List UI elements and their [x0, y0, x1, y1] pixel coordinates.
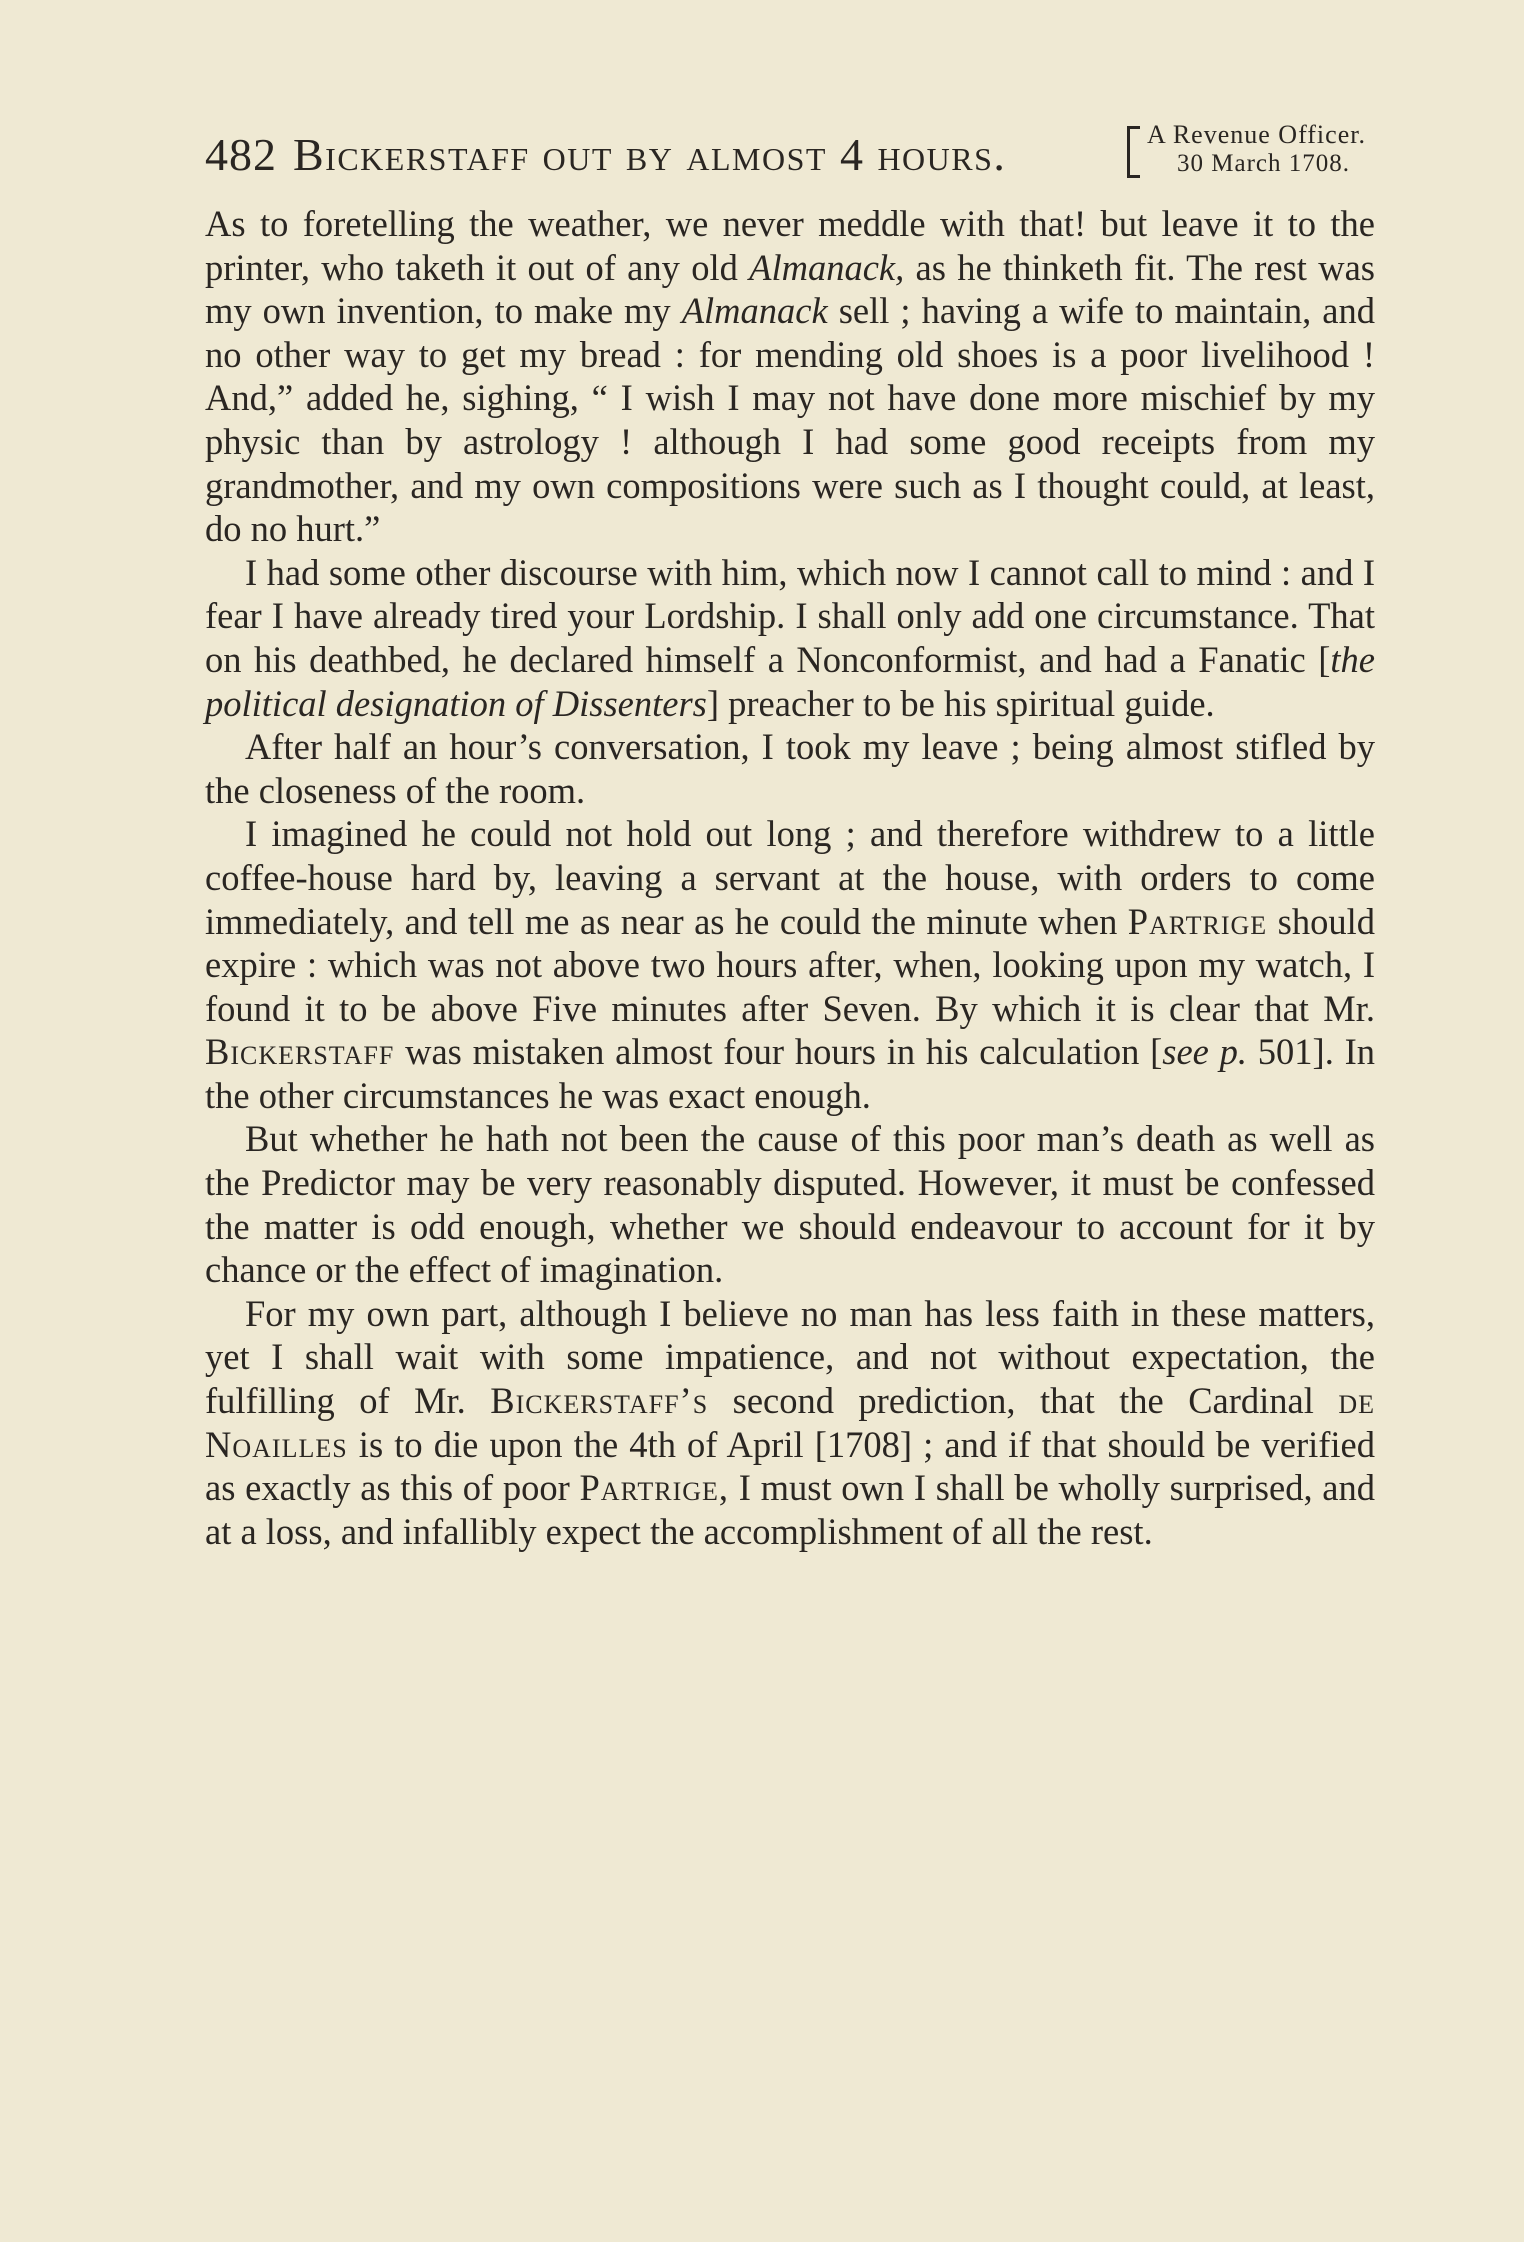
paragraph-5: But whether he hath not been the cause of this poor man’s death as well as the Predictor may be very reasonably disputed. However, it must be confessed the matter is odd enough, whether we should endeavour to account for it by chance or the effect of imagination. — [205, 1118, 1375, 1291]
small-caps-name: Partrige — [1127, 900, 1268, 942]
side-note-author: A Revenue Officer. — [1147, 120, 1366, 149]
italic-run: Almanack, — [749, 246, 905, 288]
paragraph-6 — [205, 1292, 1375, 1554]
text-run: should expire : which was not above two hours after, when, looking upon my watch, I found it to be above Five minutes after Seven. By which it is clear that Mr. — [205, 900, 1375, 1029]
italic-run: the political designation of Dissenters — [205, 638, 1375, 724]
running-title: Bickerstaff out by almost 4 hours. — [293, 129, 1007, 180]
text-run: For my own part, although I believe no man has less faith in these matters, yet I shall wait with some impatience, and not without expectation, the fulfilling of Mr. — [205, 1292, 1375, 1422]
text-run: sell ; having a wife to maintain, and no other way to get my bread : for mending old shoes is a poor livelihood ! And,” added he, sighing, “ I wish I may not have done more mischief by my physic than by astrology ! although I had some good receipts from my grandmother, and my own compositions were such as I thought could, at least, do no hurt.” — [205, 290, 1376, 550]
text-run: is to die upon the 4th of April [1708] ; and if that should be verified as exactly as this of poor — [205, 1423, 1375, 1509]
paragraph-1 — [205, 202, 1375, 551]
small-caps-name: Bickerstaff’s — [490, 1380, 709, 1422]
text-run: ] preacher to be his spiritual guide. — [706, 682, 1215, 724]
text-run: I must own I shall be wholly surprised, and at a loss, and infallibly expect the accomplishment of all the rest. — [205, 1467, 1375, 1552]
side-note-date: 30 March 1708. — [1177, 150, 1350, 177]
paragraph-2 — [205, 551, 1375, 725]
text-run: 501]. In the other circumstances he was exact enough. — [205, 1031, 1376, 1116]
paragraph-3: After half an hour’s conversation, I took my leave ; being almost stifled by the closeness of the room. — [205, 726, 1375, 811]
text-run: second prediction, that the Cardinal — [708, 1380, 1339, 1422]
bracket-mark — [1127, 126, 1140, 178]
paragraph-4 — [205, 812, 1375, 1117]
side-note — [1127, 118, 1377, 180]
text-run: As to foretelling the weather, we never meddle with that! but leave it to the printer, who taketh it out of any old — [205, 203, 1375, 288]
small-caps-name: Partrige, — [579, 1467, 730, 1509]
small-caps-name: de Noailles — [205, 1380, 1376, 1465]
page-number: 482 — [205, 129, 277, 180]
text-run: was mistaken almost four hours in his calculation [ — [394, 1031, 1163, 1073]
book-page — [205, 112, 1375, 1553]
text-run: I imagined he could not hold out long ; and therefore withdrew to a little coffee-house hard by, leaving a servant at the house, with orders to come immediately, and tell me as near as he could the minute when — [205, 813, 1375, 942]
italic-run: see p. — [1162, 1031, 1248, 1073]
text-run: I had some other discourse with him, which now I cannot call to mind : and I fear I have already tired your Lordship. I shall only add one circumstance. That on his deathbed, he declared himself a Nonconformist, and had a Fanatic [ — [205, 551, 1375, 680]
small-caps-name: Bickerstaff — [205, 1031, 395, 1073]
italic-run: Almanack — [681, 290, 828, 332]
page-header — [205, 112, 1375, 192]
body-text — [205, 202, 1375, 1553]
text-run: as he thinketh fit. The rest was my own invention, to make my — [205, 246, 1375, 332]
